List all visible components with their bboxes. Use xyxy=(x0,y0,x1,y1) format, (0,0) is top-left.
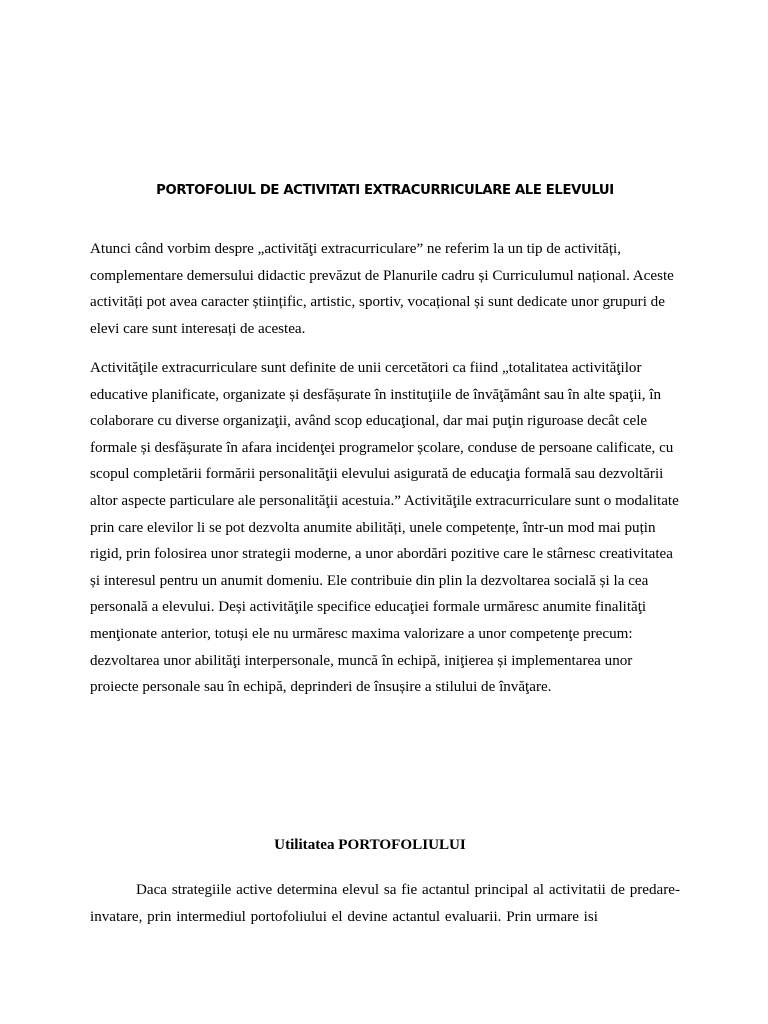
document-title: PORTOFOLIUL DE ACTIVITATI EXTRACURRICULARE ALE ELEVULUI xyxy=(156,183,614,198)
paragraph-intro: Atunci când vorbim despre „activităţi extracurriculare” ne referim la un tip de activități, complementare demersului didactic prevăzut de Planurile cadru și Curriculumul național. Aceste activități pot avea caracter științific, artistic, sportiv, vocațional și sunt dedicate unor grupuri de elevi care sunt interesați de acestea. xyxy=(90,241,674,337)
paragraph-definition: Activităţile extracurriculare sunt definite de unii cercetători ca fiind „totalitatea activităţilor educative planificate, organizate și desfășurate în instituţiile de învăţământ sau în alte spaţii, în colaborare cu diverse organizaţii, având scop educaţional, dar mai puţin riguroase decât cele formale și desfășurate în afara incidenţei programelor școlare, conduse de persoane calificate, cu scopul completării formării personalităţii elevului asigurată de educaţia formală sau dezvoltării altor aspecte particulare ale personalităţii acestuia.” Activităţile extracurriculare sunt o modalitate prin care elevilor li se pot dezvolta anumite abilități, unele competențe, într-un mod mai puțin rigid, prin folosirea unor strategii moderne, a unor abordări pozitive care le stârnesc creativitatea și interesul pentru un anumit domeniu. Ele contribuie din plin la dezvoltarea socială și la cea personală a elevului. Deși activităţile specifice educaţiei formale urmăresc anumite finalităţi menţionate anterior, totuși ele nu urmăresc maxima valorizare a unor competenţe precum: dezvoltarea unor abilităţi interpersonale, muncă în echipă, iniţierea și implementarea unor proiecte personale sau în echipă, deprinderi de însușire a stilului de învăţare. xyxy=(90,360,679,696)
section-subtitle: Utilitatea PORTOFOLIULUI xyxy=(274,837,466,853)
paragraph-portfolio-utility: Daca strategiile active determina elevul sa fie actantul principal al activitatii de predare-invatare, prin intermediul portofoliului el devine actantul evaluarii. Prin urmare isi xyxy=(90,882,680,925)
